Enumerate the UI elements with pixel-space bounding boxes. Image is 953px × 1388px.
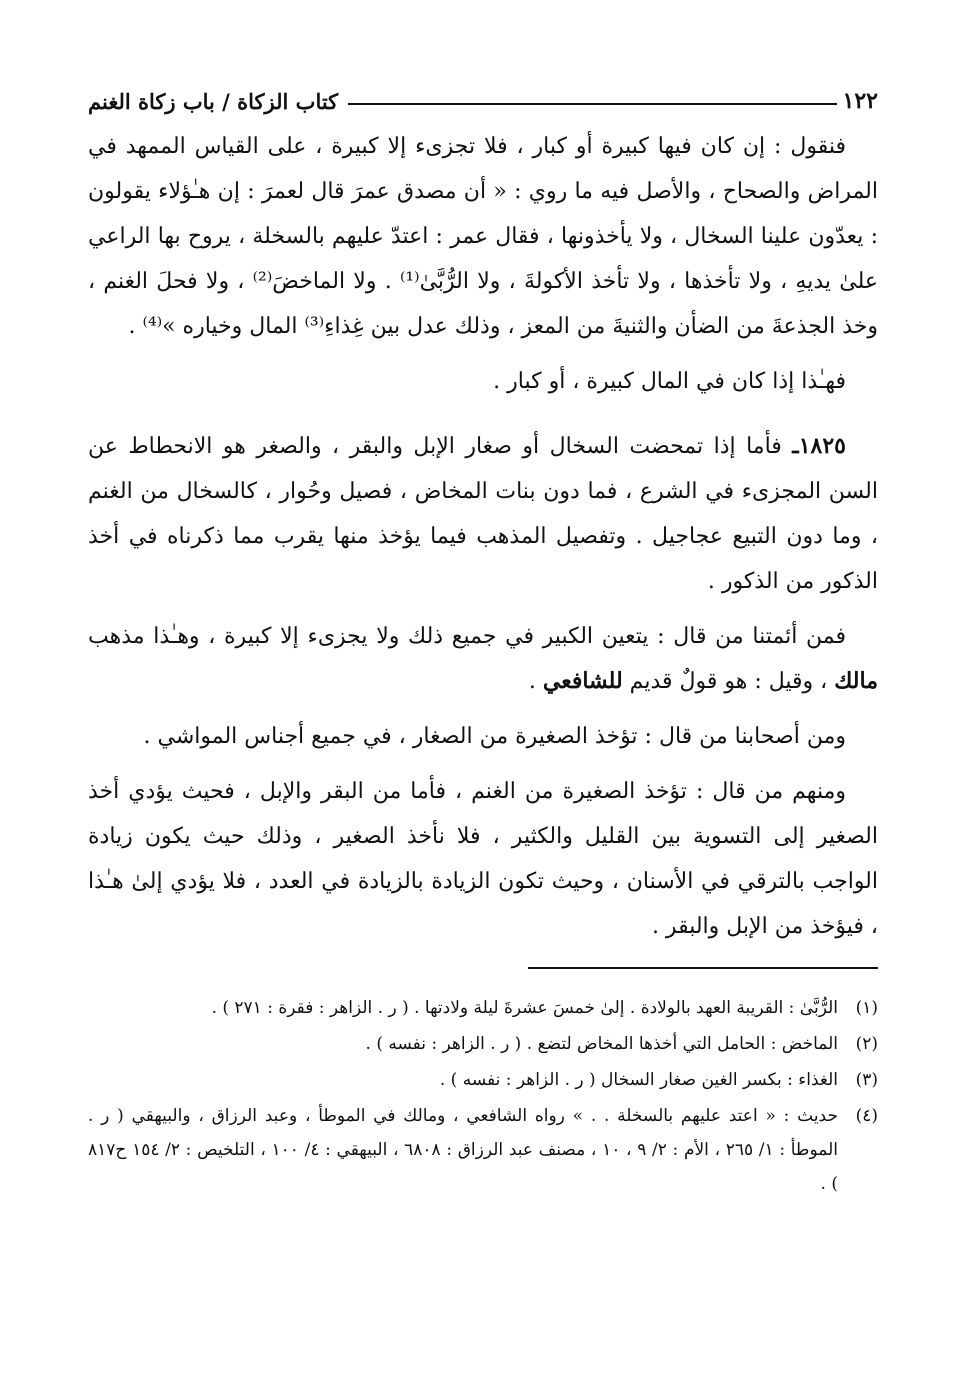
paragraph-text: . — [528, 669, 543, 694]
footnote-number: (١) — [855, 998, 878, 1018]
page-header — [88, 70, 878, 114]
footnote — [88, 991, 878, 1025]
paragraph-number: ١٨٢٥ـ — [792, 433, 846, 459]
paragraph-text: ومن أصحابنا من قال : تؤخذ الصغيرة من الصغار ، في جميع أجناس المواشي . — [143, 724, 846, 749]
paragraph-text: ومنهم من قال : تؤخذ الصغيرة من الغنم ، فأما من البقر والإبل ، فحيث يؤدي أخذ الصغير إلى التسوية بين القليل والكثير ، فلا نأخذ الصغير ، وذلك حيث يكون زيادة الواجب بالترقي في الأسنان ، وحيث تكون الزيادة بالزيادة في العدد ، فلا يؤدي إلىٰ هـٰذا ، فيؤخذ من الإبل والبقر . — [88, 779, 878, 939]
footnote — [88, 1099, 878, 1201]
footnote-text: حديث : « اعتد عليهم بالسخلة . . » رواه الشافعي ، ومالك في الموطأ ، وعبد الرزاق ، والبيهقي ( ر . الموطأ : ١/ ٢٦٥ ، الأم : ٢/ ٩ ، ١٠ ، مصنف عبد الرزاق : ٦٨٠٨ ، البيهقي : ٤/ ١٠٠ ، التلخيص : ٢/ ١٥٤ ح٨١٧ ) . — [88, 1106, 838, 1194]
paragraph — [88, 124, 878, 349]
footnote-text: الغذاء : بكسر الغين صغار السخال ( ر . الزاهر : نفسه ) . — [439, 1070, 838, 1090]
header-rule — [348, 103, 836, 105]
footnote-number: (٣) — [855, 1070, 878, 1090]
running-title: كتاب الزكاة / باب زكاة الغنم — [88, 89, 339, 114]
name-shafii: للشافعي — [542, 668, 623, 694]
paragraph — [88, 359, 878, 404]
footnote-separator — [528, 967, 878, 969]
paragraph-text: فنقول : إن كان فيها كبيرة أو كبار ، فلا تجزىء إلا كبيرة ، على القياس الممهد في المراض والصحاح ، والأصل فيه ما روي : « أن مصدق عمرَ قال لعمرَ : إن هـٰؤلاء يقولون : يعدّون علينا السخال ، ولا يأخذونها ، فقال عمر : اعتدّ عليهم بالسخلة ، يروح بها الراعي علىٰ يديهِ ، ولا تأخذها ، ولا تأخذ الأكولةَ ، ولا الرُّبَّىٰ⁽¹⁾ . ولا الماخضَ⁽²⁾ ، ولا فحلَ الغنم ، وخذ الجذعةَ من الضأن والثنيةَ من المعز ، وذلك عدل بين غِذاءِ⁽³⁾ المال وخياره »⁽⁴⁾ . — [88, 134, 878, 339]
name-malik: مالك — [834, 668, 878, 694]
footnote — [88, 1027, 878, 1061]
paragraph-text: فمن أئمتنا من قال : يتعين الكبير في جميع ذلك ولا يجزىء إلا كبيرة ، وهـٰذا مذهب — [88, 624, 846, 649]
footnote-number: (٢) — [855, 1034, 878, 1054]
footnote-number: (٤) — [855, 1106, 878, 1126]
paragraph-text: فأما إذا تمحضت السخال أو صغار الإبل والبقر ، والصغر هو الانحطاط عن السن المجزىء في الشرع ، فما دون بنات المخاض ، فصيل وحُوار ، كالسخال من الغنم ، وما دون التبيع عجاجيل . وتفصيل المذهب فيما يؤخذ منها يقرب مما ذكرناه في أخذ الذكور من الذكور . — [88, 434, 879, 594]
footnotes — [88, 991, 878, 1201]
paragraph-text: ، وقيل : هو قولٌ قديم — [622, 669, 835, 694]
paragraph — [88, 769, 878, 949]
paragraph — [88, 614, 878, 704]
footnote — [88, 1063, 878, 1097]
book-page — [88, 70, 878, 1203]
footnote-text: الماخض : الحامل التي أخذها المخاض لتضع . ( ر . الزاهر : نفسه ) . — [365, 1034, 838, 1054]
footnote-text: الرُّبَّىٰ : القريبة العهد بالولادة . إلىٰ خمسَ عشرةَ ليلة ولادتها . ( ر . الزاهر : فقرة : ٢٧١ ) . — [211, 998, 838, 1018]
page-number: ١٢٢ — [842, 88, 878, 114]
paragraph — [88, 714, 878, 759]
paragraph-text: فهـٰذا إذا كان في المال كبيرة ، أو كبار . — [493, 369, 846, 394]
numbered-paragraph — [88, 424, 878, 604]
main-text — [88, 124, 878, 949]
